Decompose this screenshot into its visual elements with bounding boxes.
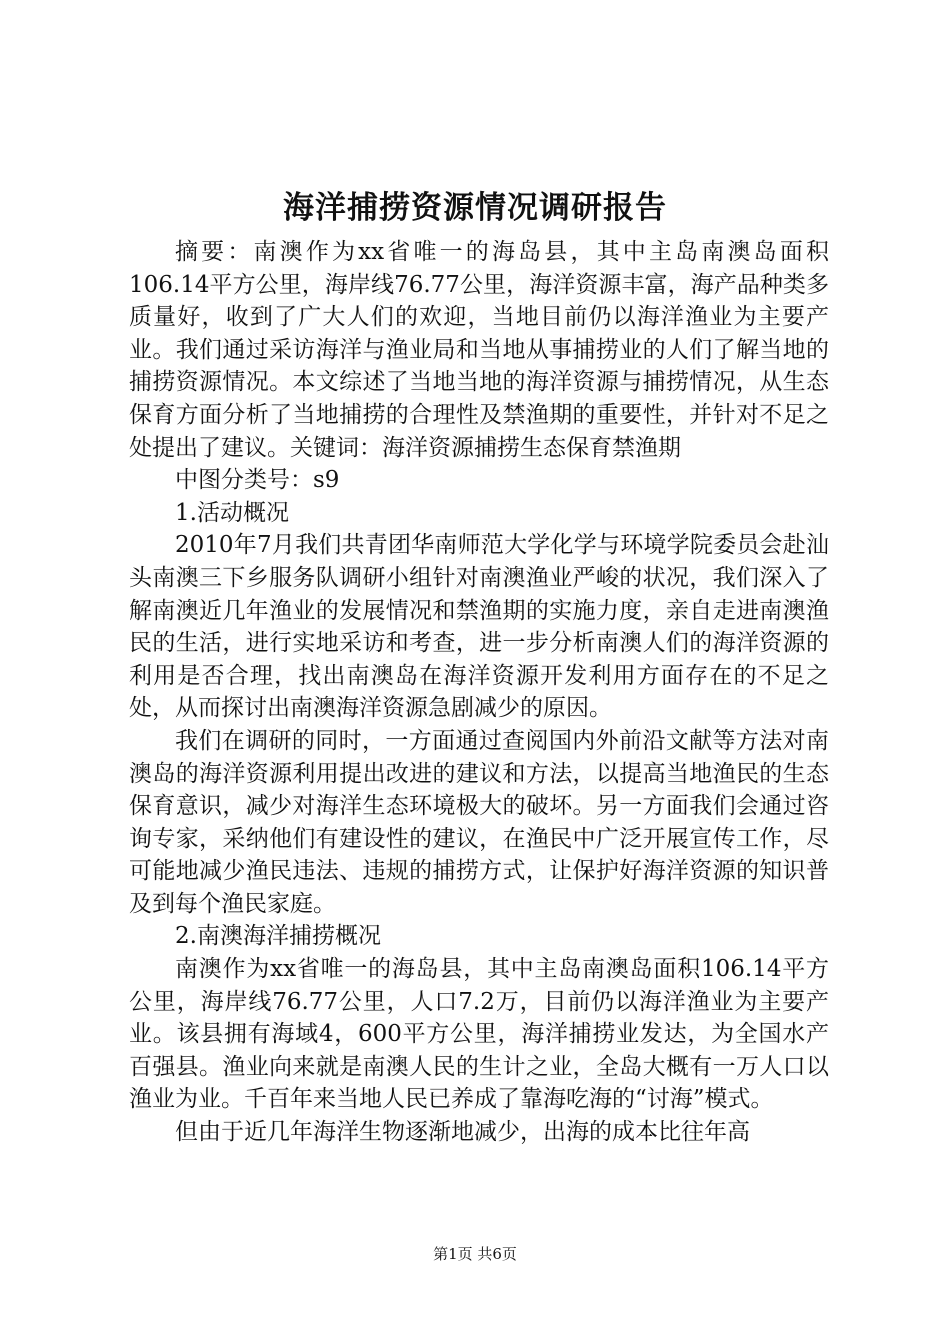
document-body — [129, 236, 829, 1149]
section-heading-2: 2.南澳海洋捕捞概况 — [175, 923, 381, 950]
document-title: 海洋捕捞资源情况调研报告 — [283, 190, 667, 226]
abstract-paragraph: 摘要：南澳作为xx省唯一的海岛县，其中主岛南澳岛面积106.14平方公里，海岸线76.77公里，海洋资源丰富，海产品种类多质量好，收到了广大人们的欢迎，当地目前仍以海洋渔业为主要产业。我们通过采访海洋与渔业局和当地从事捕捞业的人们了解当地的捕捞资源情况。本文综述了当地当地的海洋资源与捕捞情况，从生态保育方面分析了当地捕捞的合理性及禁渔期的重要性，并针对不足之处提出了建议。关键词：海洋资源捕捞生态保育禁渔期 — [129, 239, 829, 461]
body-paragraph: 南澳作为xx省唯一的海岛县，其中主岛南澳岛面积106.14平方公里，海岸线76.77公里，人口7.2万，目前仍以海洋渔业为主要产业。该县拥有海域4，600平方公里，海洋捕捞业发达，为全国水产百强县。渔业向来就是南澳人民的生计之业，全岛大概有一万人口以渔业为业。千百年来当地人民已养成了靠海吃海的“讨海”模式。 — [129, 956, 829, 1113]
body-paragraph: 我们在调研的同时，一方面通过查阅国内外前沿文献等方法对南澳岛的海洋资源利用提出改进的建议和方法，以提高当地渔民的生态保育意识，减少对海洋生态环境极大的破坏。另一方面我们会通过咨询专家，采纳他们有建设性的建议，在渔民中广泛开展宣传工作，尽可能地减少渔民违法、违规的捕捞方式，让保护好海洋资源的知识普及到每个渔民家庭。 — [129, 727, 829, 917]
body-paragraph: 但由于近几年海洋生物逐渐地减少，出海的成本比往年高 — [175, 1119, 750, 1146]
page-number-footer: 第1页 共6页 — [433, 1245, 517, 1263]
body-paragraph: 2010年7月我们共青团华南师范大学化学与环境学院委员会赴汕头南澳三下乡服务队调研小组针对南澳渔业严峻的状况，我们深入了解南澳近几年渔业的发展情况和禁渔期的实施力度，亲自走进南澳渔民的生活，进行实地采访和考查，进一步分析南澳人们的海洋资源的利用是否合理，找出南澳岛在海洋资源开发利用方面存在的不足之处，从而探讨出南澳海洋资源急剧减少的原因。 — [129, 532, 829, 722]
classification-number: 中图分类号：s9 — [175, 467, 340, 494]
section-heading-1: 1.活动概况 — [175, 499, 289, 526]
